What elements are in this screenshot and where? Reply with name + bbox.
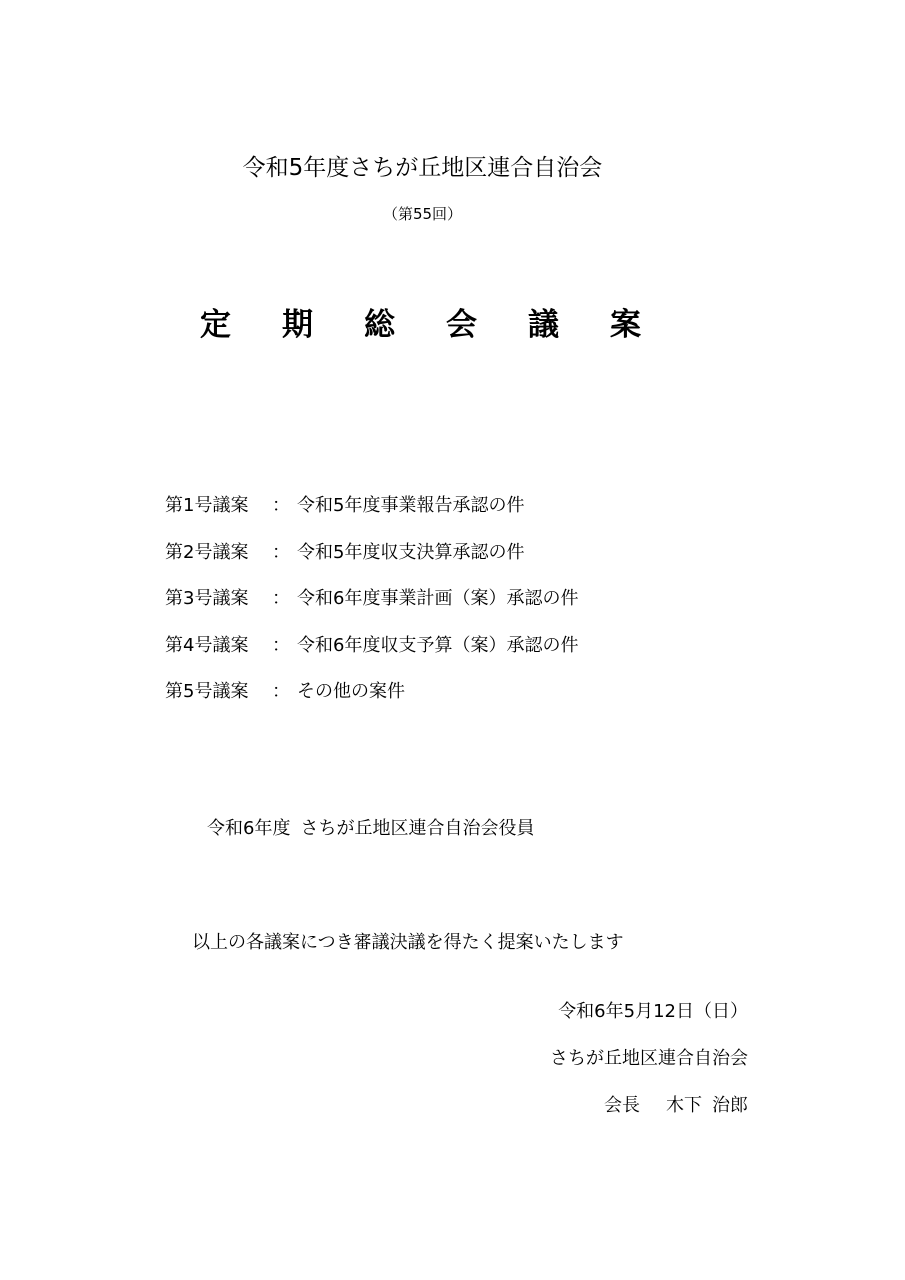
agenda-item-separator: ： [272, 681, 290, 702]
proposal-statement: 以上の各議案につき審議決議を得たく提案いたします [192, 932, 624, 953]
signature-organization: さちが丘地区連合自治会 [550, 1048, 748, 1069]
officers-line [207, 813, 534, 845]
signature-role: 会長 [604, 1095, 640, 1116]
agenda-item-separator: ： [272, 541, 290, 563]
agenda-list [165, 489, 578, 722]
agenda-item-number: 第2号議案 [165, 541, 249, 563]
agenda-item-text: その他の案件 [297, 681, 405, 702]
signature-name-line [550, 1088, 748, 1135]
agenda-item-4 [165, 629, 578, 676]
officers-year: 令和6年度 [207, 818, 291, 839]
signature-given-name: 治郎 [712, 1095, 748, 1116]
agenda-item-separator: ： [272, 495, 290, 516]
session-number: （第55回） [382, 205, 463, 223]
agenda-item-text: 令和6年度収支予算（案）承認の件 [297, 634, 579, 656]
agenda-item-3 [165, 582, 578, 629]
agenda-item-separator: ： [272, 588, 290, 609]
agenda-item-1 [165, 489, 578, 536]
agenda-item-text: 令和5年度収支決算承認の件 [297, 541, 525, 563]
signature-family-name: 木下 [666, 1095, 702, 1116]
document-title: 定期総会議案 [200, 307, 692, 343]
organization-title: 令和5年度さちが丘地区連合自治会 [242, 155, 603, 181]
agenda-item-text: 令和6年度事業計画（案）承認の件 [297, 588, 579, 609]
agenda-item-number: 第1号議案 [165, 495, 249, 516]
agenda-item-separator: ： [272, 634, 290, 656]
agenda-item-5 [165, 675, 578, 722]
agenda-item-text: 令和5年度事業報告承認の件 [297, 495, 525, 516]
agenda-item-2 [165, 536, 578, 583]
agenda-item-number: 第4号議案 [165, 634, 249, 656]
signature-date: 令和6年5月12日（日） [558, 1001, 748, 1022]
agenda-item-number: 第3号議案 [165, 588, 249, 609]
signature-block [550, 994, 748, 1135]
agenda-item-number: 第5号議案 [165, 681, 249, 702]
officers-group: さちが丘地区連合自治会役員 [300, 818, 535, 839]
